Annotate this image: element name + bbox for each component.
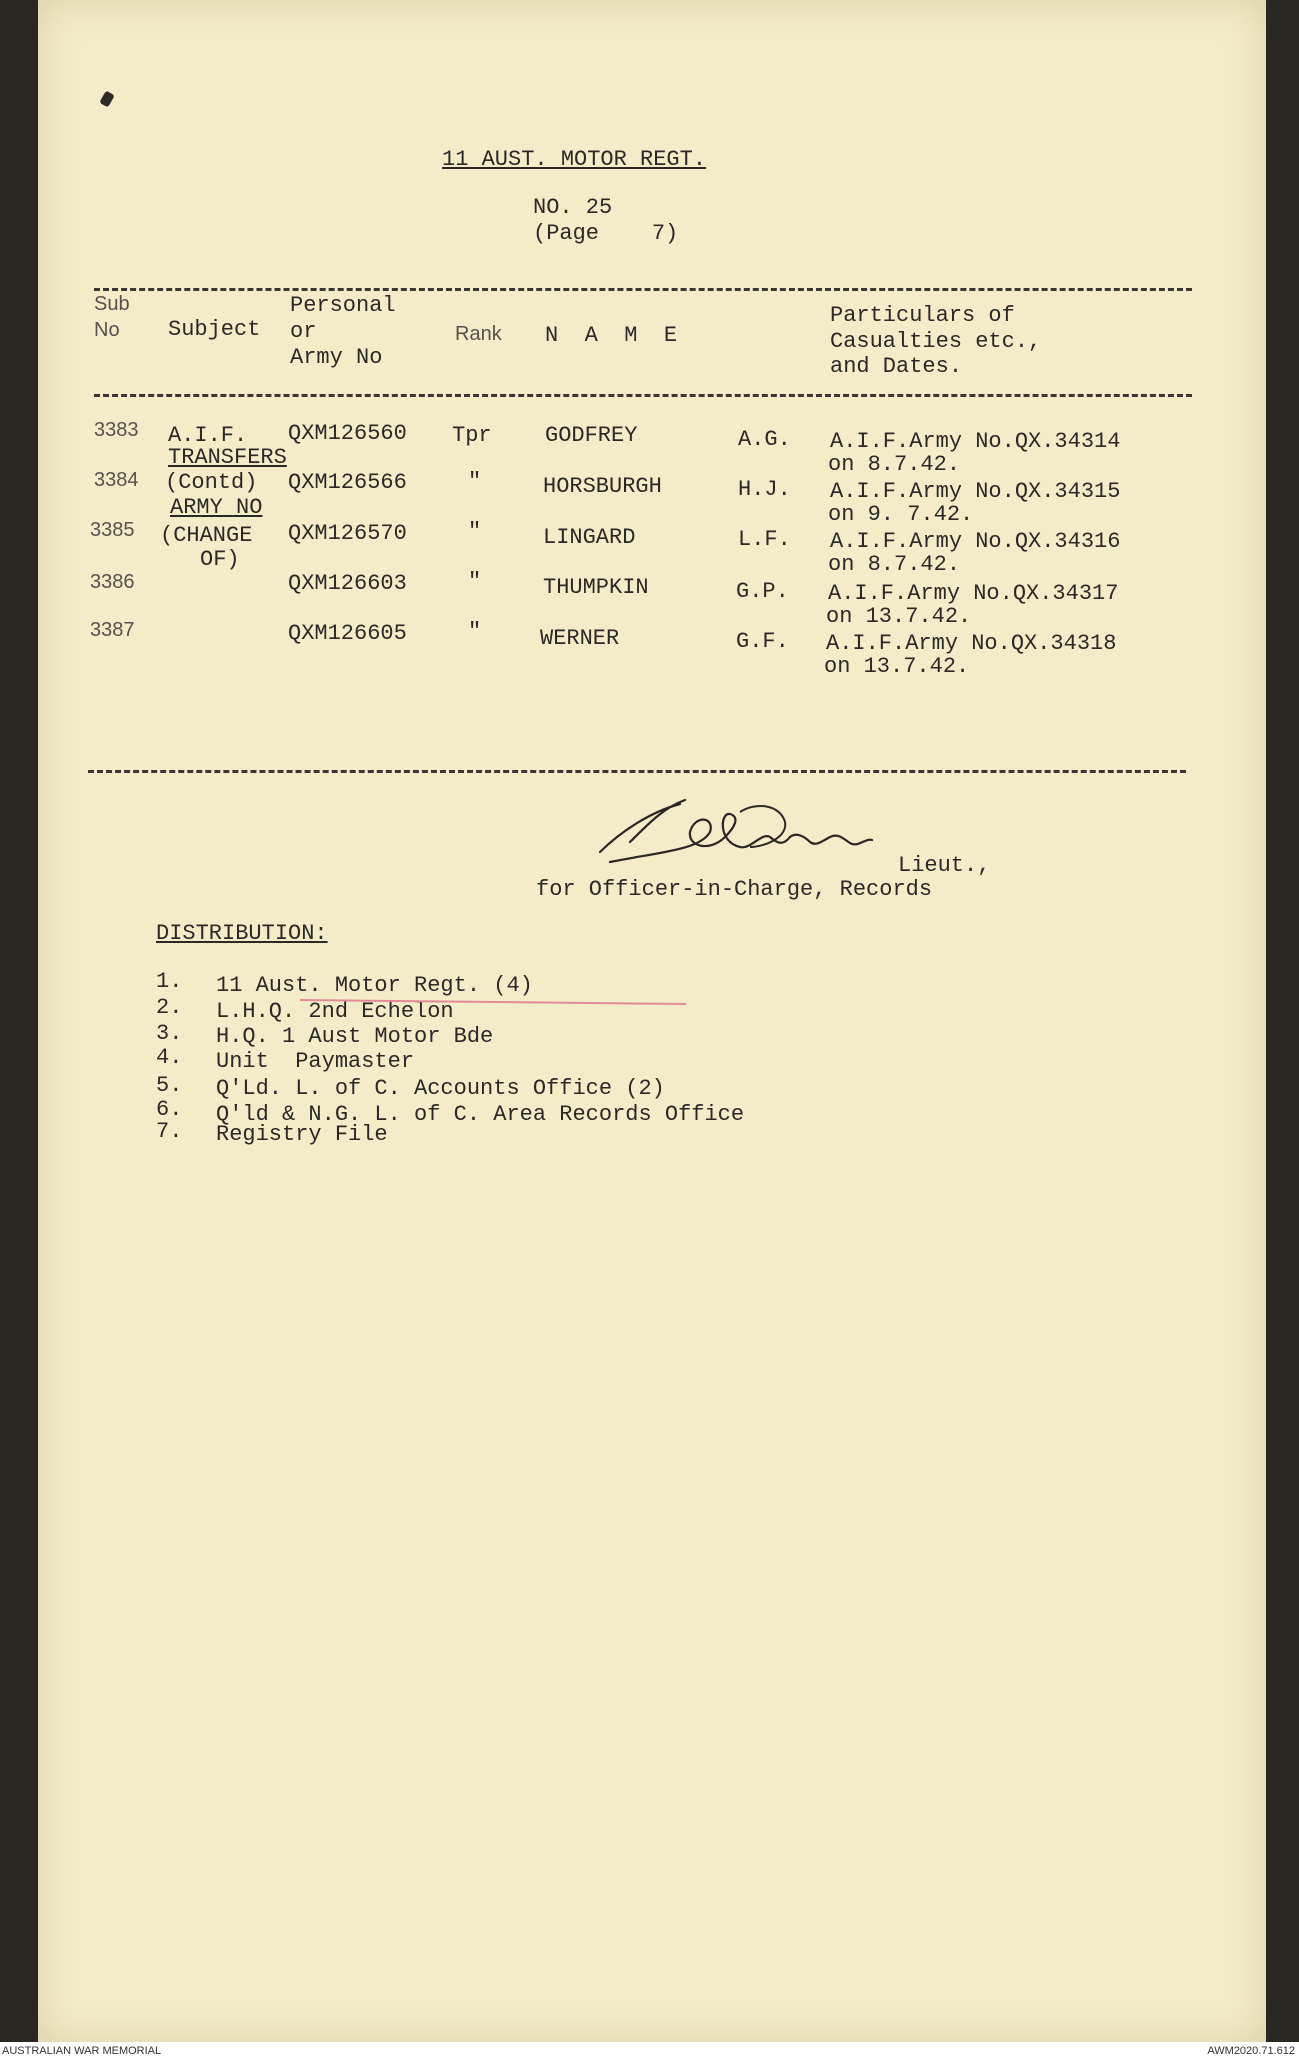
order-number: NO. 25 [533, 195, 613, 220]
col-subject: Subject [168, 317, 261, 342]
footer-left: AUSTRALIAN WAR MEMORIAL [2, 2045, 162, 2057]
table-row-5-army-no: QXM126605 [288, 621, 407, 646]
table-row-5-particulars-2: on 13.7.42. [824, 654, 970, 679]
distribution-num-3: 3. [156, 1021, 183, 1046]
table-row-3-rank: " [468, 519, 482, 544]
table-row-4-particulars-1: A.I.F.Army No.QX.34317 [828, 581, 1119, 606]
table-row-4-rank: " [468, 569, 482, 594]
distribution-item-2: L.H.Q. 2nd Echelon [216, 999, 454, 1024]
distribution-num-5: 5. [156, 1073, 183, 1098]
divider-header [94, 394, 1192, 397]
table-row-2-particulars-2: on 9. 7.42. [828, 502, 974, 527]
distribution-num-2: 2. [156, 995, 183, 1020]
archive-footer [0, 2042, 1299, 2061]
table-row-1-rank: Tpr [452, 423, 492, 448]
footer-right: AWM2020.71.612 [1207, 2045, 1295, 2057]
document-page [38, 0, 1266, 2042]
subject-line-1: A.I.F. [168, 423, 248, 448]
table-row-4-initials: G.P. [736, 579, 789, 604]
table-row-3-initials: L.F. [738, 527, 791, 552]
distribution-item-6: Q'ld & N.G. L. of C. Area Records Office [216, 1102, 745, 1127]
col-personal-3: Army No [290, 345, 383, 370]
subject-line-2: TRANSFERS [168, 445, 287, 470]
subject-line-6: OF) [200, 547, 240, 572]
unit-title: 11 AUST. MOTOR REGT. [442, 147, 707, 172]
table-row-3-particulars-2: on 8.7.42. [828, 552, 961, 577]
table-row-5-initials: G.F. [736, 629, 789, 654]
distribution-item-7: Registry File [216, 1122, 388, 1147]
table-row-1-sub: 3383 [94, 419, 139, 441]
table-row-3-sub: 3385 [90, 519, 135, 541]
table-row-1-initials: A.G. [738, 427, 791, 452]
ink-mark [99, 90, 115, 107]
distribution-num-4: 4. [156, 1045, 183, 1070]
distribution-num-7: 7. [156, 1119, 183, 1144]
table-row-5-sub: 3387 [90, 619, 135, 641]
table-row-2-sub: 3384 [94, 469, 139, 491]
col-sub-no-2: No [94, 319, 120, 341]
table-row-4-sub: 3386 [90, 571, 135, 593]
table-row-1-particulars-1: A.I.F.Army No.QX.34314 [830, 429, 1121, 454]
table-row-1-particulars-2: on 8.7.42. [828, 452, 961, 477]
table-row-4-name: THUMPKIN [543, 575, 649, 600]
col-name: N A M E [545, 323, 678, 348]
distribution-item-1: 11 Aust. Motor Regt. (4) [216, 973, 533, 998]
table-row-2-particulars-1: A.I.F.Army No.QX.34315 [830, 479, 1121, 504]
table-row-5-particulars-1: A.I.F.Army No.QX.34318 [826, 631, 1117, 656]
col-particulars-2: Casualties etc., [830, 329, 1042, 354]
table-row-3-army-no: QXM126570 [288, 521, 407, 546]
divider-bottom [88, 770, 1186, 773]
col-personal-2: or [290, 319, 317, 344]
col-particulars-3: and Dates. [830, 354, 963, 379]
subject-line-4: ARMY NO [170, 495, 263, 520]
distribution-num-1: 1. [156, 969, 183, 994]
signature-rank: Lieut., [898, 853, 991, 878]
page-number: (Page 7) [533, 221, 679, 246]
distribution-num-6: 6. [156, 1097, 183, 1122]
signature-for-line: for Officer-in-Charge, Records [536, 877, 933, 902]
table-row-4-army-no: QXM126603 [288, 571, 407, 596]
table-row-5-name: WERNER [540, 626, 620, 651]
signature-scrawl [590, 792, 930, 882]
distribution-heading: DISTRIBUTION: [156, 921, 328, 946]
table-row-1-army-no: QXM126560 [288, 421, 407, 446]
col-sub-no-1: Sub [94, 293, 130, 315]
distribution-item-5: Q'Ld. L. of C. Accounts Office (2) [216, 1076, 665, 1101]
table-row-3-name: LINGARD [543, 525, 636, 550]
table-row-5-rank: " [468, 619, 482, 644]
table-row-3-particulars-1: A.I.F.Army No.QX.34316 [830, 529, 1121, 554]
col-particulars-1: Particulars of [830, 303, 1015, 328]
table-row-2-army-no: QXM126566 [288, 470, 407, 495]
table-row-1-name: GODFREY [545, 423, 638, 448]
divider-top [94, 288, 1192, 291]
subject-line-3: (Contd) [165, 470, 258, 495]
distribution-item-4: Unit Paymaster [216, 1049, 415, 1074]
distribution-item-3: H.Q. 1 Aust Motor Bde [216, 1024, 494, 1049]
col-personal-1: Personal [290, 293, 396, 318]
col-rank: Rank [455, 323, 502, 345]
table-row-2-name: HORSBURGH [543, 474, 662, 499]
table-row-2-initials: H.J. [738, 477, 791, 502]
table-row-4-particulars-2: on 13.7.42. [826, 604, 972, 629]
subject-line-5: (CHANGE [160, 523, 253, 548]
table-row-2-rank: " [468, 469, 482, 494]
